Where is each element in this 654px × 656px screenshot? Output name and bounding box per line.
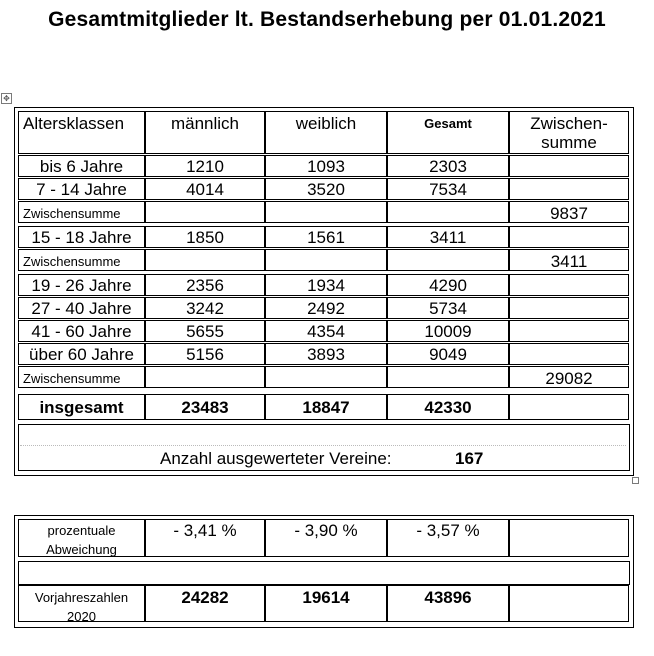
table-move-handle-icon[interactable]: ✥	[1, 93, 12, 104]
total-count	[387, 201, 509, 223]
subtotal-count	[509, 226, 629, 248]
grand-total-female: 18847	[265, 394, 387, 420]
female-count: 4354	[265, 320, 387, 342]
deviation-female: - 3,90 %	[265, 519, 387, 557]
previous-year-label: Vorjahreszahlen 2020	[18, 585, 145, 622]
male-count: 2356	[145, 274, 265, 296]
male-count	[145, 249, 265, 271]
subtotal-value: 29082	[509, 366, 629, 388]
header-subtotal: Zwischen- summe	[509, 111, 629, 154]
age-class: 27 - 40 Jahre	[18, 297, 145, 319]
grand-total-subtotal	[509, 394, 629, 420]
subtotal-count	[509, 274, 629, 296]
previous-year-total: 43896	[387, 585, 509, 622]
male-count: 4014	[145, 178, 265, 200]
age-class: 19 - 26 Jahre	[18, 274, 145, 296]
total-count: 7534	[387, 178, 509, 200]
total-count: 2303	[387, 155, 509, 177]
age-class: 7 - 14 Jahre	[18, 178, 145, 200]
previous-year-subtotal	[509, 585, 629, 622]
subtotal-count	[509, 297, 629, 319]
female-count: 3893	[265, 343, 387, 365]
male-count: 1850	[145, 226, 265, 248]
total-count: 9049	[387, 343, 509, 365]
previous-year-male: 24282	[145, 585, 265, 622]
subtotal-count	[509, 343, 629, 365]
male-count: 5655	[145, 320, 265, 342]
female-count	[265, 201, 387, 223]
female-count: 1093	[265, 155, 387, 177]
female-count	[265, 366, 387, 388]
female-count: 1561	[265, 226, 387, 248]
subtotal-value: 9837	[509, 201, 629, 223]
grand-total-male: 23483	[145, 394, 265, 420]
deviation-male: - 3,41 %	[145, 519, 265, 557]
grand-total-label: insgesamt	[18, 394, 145, 420]
female-count: 2492	[265, 297, 387, 319]
female-count: 1934	[265, 274, 387, 296]
total-count: 3411	[387, 226, 509, 248]
deviation-label: prozentuale Abweichung	[18, 519, 145, 557]
male-count: 3242	[145, 297, 265, 319]
header-total: Gesamt	[387, 111, 509, 154]
header-female: weiblich	[265, 111, 387, 154]
total-count: 4290	[387, 274, 509, 296]
header-male: männlich	[145, 111, 265, 154]
total-count: 5734	[387, 297, 509, 319]
subtotal-value: 3411	[509, 249, 629, 271]
subtotal-count	[509, 320, 629, 342]
age-class: 15 - 18 Jahre	[18, 226, 145, 248]
separator-row	[18, 561, 630, 585]
previous-year-female: 19614	[265, 585, 387, 622]
deviation-total: - 3,57 %	[387, 519, 509, 557]
male-count: 5156	[145, 343, 265, 365]
age-class: bis 6 Jahre	[18, 155, 145, 177]
age-class: 41 - 60 Jahre	[18, 320, 145, 342]
divider	[20, 445, 626, 446]
female-count	[265, 249, 387, 271]
subtotal-label: Zwischensumme	[18, 249, 145, 271]
male-count: 1210	[145, 155, 265, 177]
subtotal-label: Zwischensumme	[18, 366, 145, 388]
total-count	[387, 366, 509, 388]
female-count: 3520	[265, 178, 387, 200]
age-class: über 60 Jahre	[18, 343, 145, 365]
subtotal-count	[509, 178, 629, 200]
subtotal-label: Zwischensumme	[18, 201, 145, 223]
total-count	[387, 249, 509, 271]
clubs-value: 167	[455, 449, 484, 468]
header-age: Altersklassen	[18, 111, 145, 154]
male-count	[145, 366, 265, 388]
table-resize-handle-icon[interactable]	[632, 477, 639, 484]
page-title: Gesamtmitglieder lt. Bestandserhebung per 01.01.2021	[48, 8, 606, 31]
grand-total-total: 42330	[387, 394, 509, 420]
total-count: 10009	[387, 320, 509, 342]
male-count	[145, 201, 265, 223]
deviation-subtotal	[509, 519, 629, 557]
subtotal-count	[509, 155, 629, 177]
clubs-label: Anzahl ausgewerteter Vereine:	[160, 449, 392, 468]
